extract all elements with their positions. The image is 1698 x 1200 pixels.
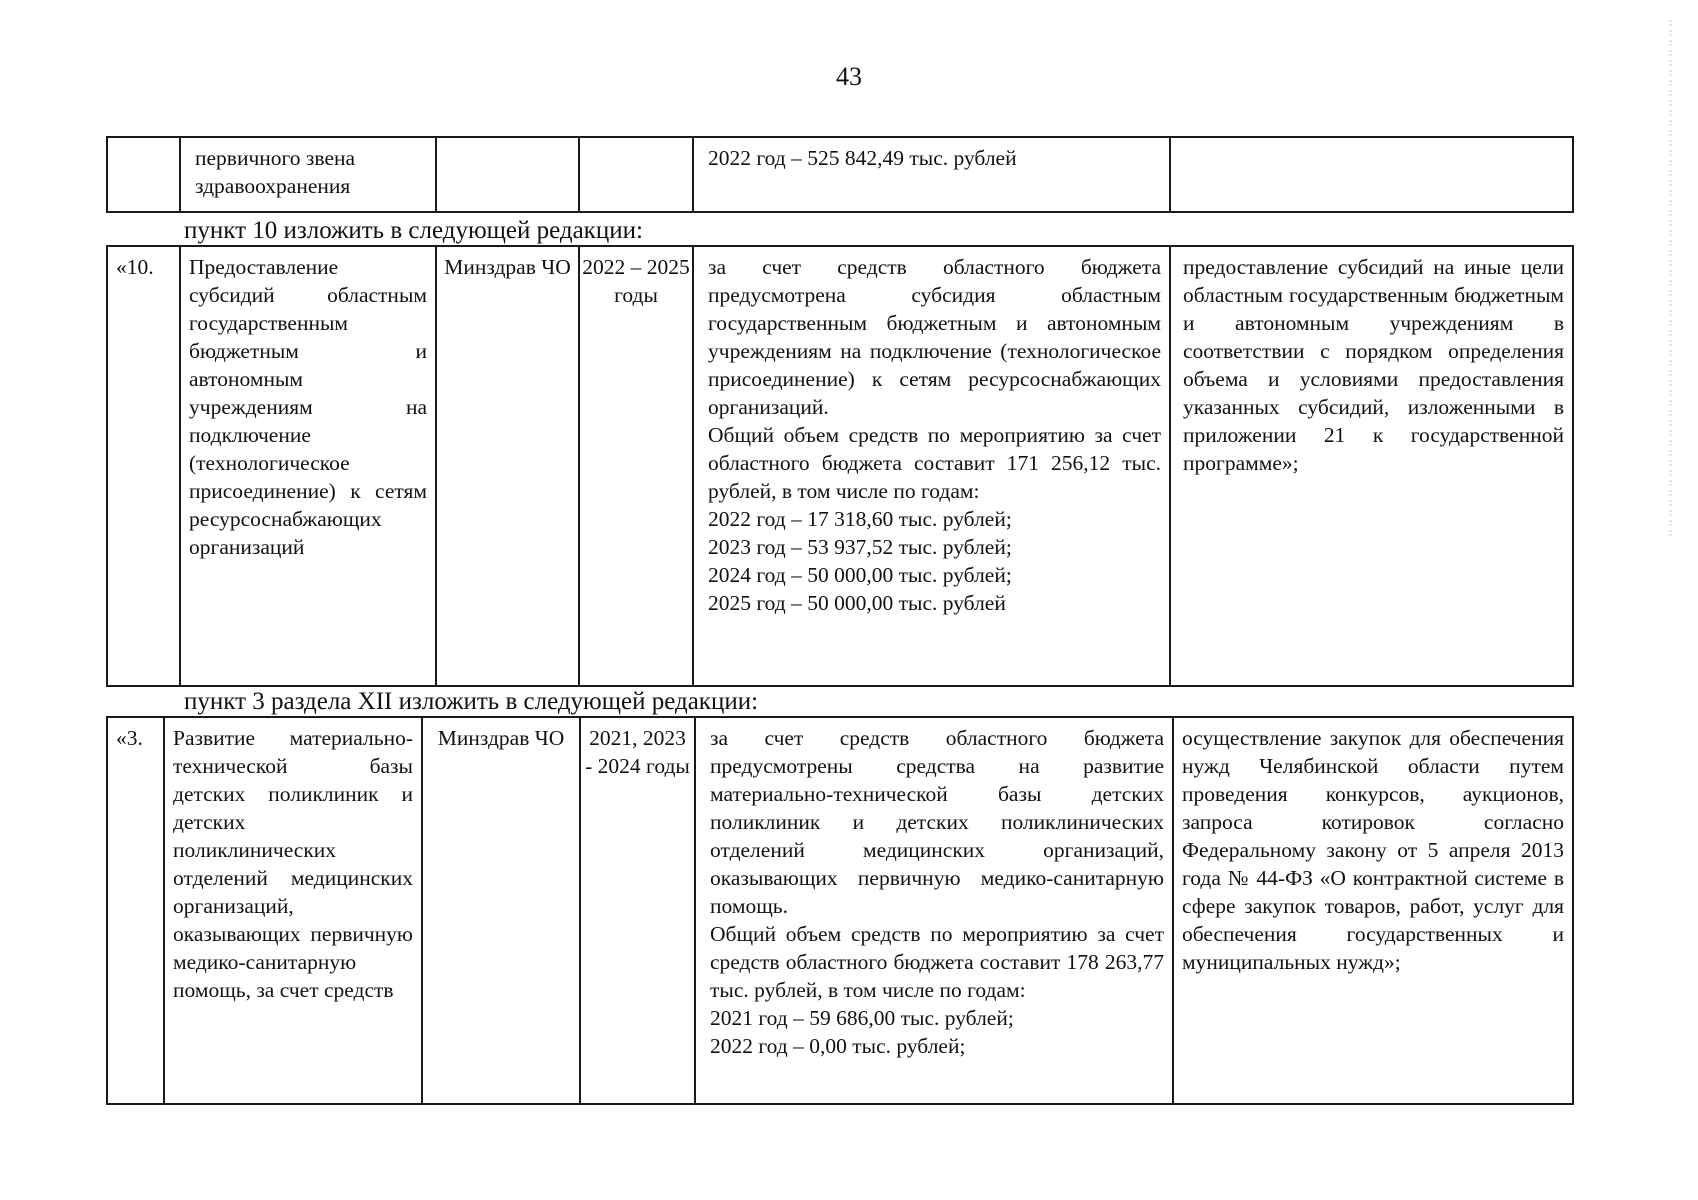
table-item-10 [106,245,1574,687]
cell-period: 2021, 2023 - 2024 годы [580,717,695,1104]
funding-description: за счет средств областного бюджета предусмотрена субсидия областным государственным бюджетным и автономным учреждениям на подключение (технологическое присоединение) к сетям ресурсоснабжающих организаций. [708,255,1161,419]
funding-year-line: 2024 год – 50 000,00 тыс. рублей; [708,563,1012,587]
cell-funding [695,717,1173,1104]
table-continuation [106,136,1574,213]
table-row [107,717,1573,1104]
funding-description: за счет средств областного бюджета предусмотрены средства на развитие материально-технической базы детских поликлиник и детских поликлинических отделений медицинских организаций, оказывающих первичную медико-санитарную помощь. [710,726,1164,918]
funding-year-line: 2025 год – 50 000,00 тыс. рублей [708,591,1006,615]
table-item-3 [106,716,1574,1105]
cell-activity-name: Предоставление субсидий областным государственным бюджетным и автономным учреждениям на подключение (технологическое присоединение) к сетям ресурсоснабжающих организаций [180,246,436,686]
funding-total: Общий объем средств по мероприятию за счет областного бюджета составит 171 256,12 тыс. рублей, в том числе по годам: [708,423,1161,503]
amendment-note-item-10: пункт 10 изложить в следующей редакции: [184,217,643,244]
cell-result: осуществление закупок для обеспечения нужд Челябинской области путем проведения конкурсов, аукционов, запроса котировок согласно Федеральному закону от 5 апреля 2013 года № 44-ФЗ «О контрактной системе в сфере закупок товаров, работ, услуг для обеспечения государственных и муниципальных нужд»; [1173,717,1573,1104]
scan-edge-artifact [1669,20,1672,540]
funding-total: Общий объем средств по мероприятию за счет средств областного бюджета составит 178 263,77 тыс. рублей, в том числе по годам: [710,922,1164,1002]
table-row [107,246,1573,686]
cell-executor [436,137,579,212]
cell-num: «10. [107,246,180,686]
cell-num [107,137,180,212]
table-row [107,137,1573,212]
cell-executor: Минздрав ЧО [422,717,580,1104]
cell-executor: Минздрав ЧО [436,246,579,686]
funding-year-line: 2022 год – 0,00 тыс. рублей; [710,1034,966,1058]
cell-period: 2022 – 2025 годы [579,246,693,686]
funding-year-line: 2022 год – 17 318,60 тыс. рублей; [708,507,1012,531]
cell-period [579,137,693,212]
amendment-note-section-xii: пункт 3 раздела XII изложить в следующей редакции: [184,688,759,715]
cell-activity-name: Развитие материально-технической базы детских поликлиник и детских поликлинических отделений медицинских организаций, оказывающих первичную медико-санитарную помощь, за счет средств [164,717,422,1104]
cell-activity-name: первичного звена здравоохранения [180,137,436,212]
cell-funding: 2022 год – 525 842,49 тыс. рублей [693,137,1170,212]
cell-funding [693,246,1170,686]
cell-result: предоставление субсидий на иные цели областным государственным бюджетным и автономным учреждениям в соответствии с порядком определения объема и условиями предоставления указанных субсидий, изложенными в приложении 21 к государственной программе»; [1170,246,1573,686]
funding-year-line: 2023 год – 53 937,52 тыс. рублей; [708,535,1012,559]
cell-num: «3. [107,717,164,1104]
cell-result [1170,137,1573,212]
page-number: 43 [836,62,862,91]
funding-year-line: 2021 год – 59 686,00 тыс. рублей; [710,1006,1014,1030]
